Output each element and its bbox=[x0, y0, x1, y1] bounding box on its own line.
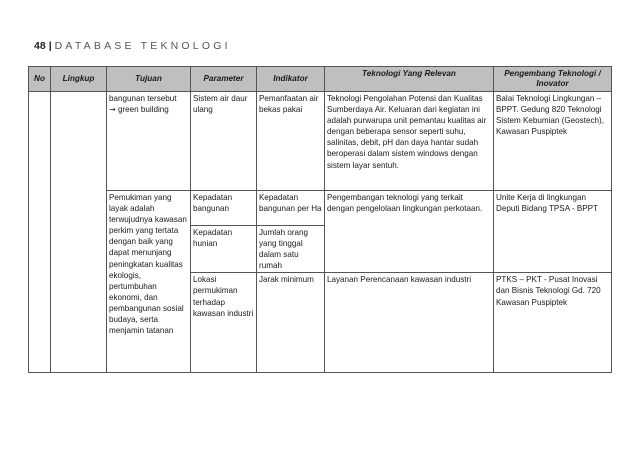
cell-tujuan: Pemukiman yang layak adalah terwujudnya kawasan perkim yang tertata dengan baik yang dapat menunjang peningkatan kualitas ekologis, pertumbuhan ekonomi, dan pembangunan sosial budaya, serta menjamin tatanan bbox=[107, 191, 191, 373]
page-number: 48 bbox=[34, 40, 46, 52]
column-header-teknologi: Teknologi Yang Relevan bbox=[325, 67, 494, 92]
column-header-tujuan: Tujuan bbox=[107, 67, 191, 92]
cell-pengembang: Balai Teknologi Lingkungan – BPPT. Gedung 820 Teknologi Sistem Kebumian (Geostech), Kawasan Puspiptek bbox=[494, 92, 612, 191]
cell-pengembang: PTKS – PKT - Pusat Inovasi dan Bisnis Teknologi Gd. 720 Kawasan Puspiptek bbox=[494, 273, 612, 373]
tujuan-text: bangunan tersebut bbox=[109, 94, 177, 103]
cell-teknologi: Layanan Perencanaan kawasan industri bbox=[325, 273, 494, 373]
cell-parameter: Sistem air daur ulang bbox=[191, 92, 257, 191]
table-row bbox=[29, 191, 612, 226]
cell-indikator: Pemanfaatan air bekas pakai bbox=[257, 92, 325, 191]
cell-lingkup bbox=[51, 92, 107, 373]
column-header-pengembang: Pengembang Teknologi / Inovator bbox=[494, 67, 612, 92]
cell-indikator: Jumlah orang yang tinggal dalam satu rumah bbox=[257, 226, 325, 273]
header-separator: | bbox=[48, 40, 52, 52]
cell-indikator: Jarak minimum bbox=[257, 273, 325, 373]
column-header-no: No bbox=[29, 67, 51, 92]
cell-no bbox=[29, 92, 51, 373]
column-header-parameter: Parameter bbox=[191, 67, 257, 92]
page-header bbox=[34, 40, 231, 52]
cell-teknologi: Pengembangan teknologi yang terkait dengan pengelolaan lingkungan perkotaan. bbox=[325, 191, 494, 273]
table-header-row bbox=[29, 67, 612, 92]
cell-parameter: Kepadatan bangunan bbox=[191, 191, 257, 226]
cell-parameter: Kepadatan hunian bbox=[191, 226, 257, 273]
column-header-indikator: Indikator bbox=[257, 67, 325, 92]
table-row bbox=[29, 92, 612, 191]
column-header-lingkup: Lingkup bbox=[51, 67, 107, 92]
cell-teknologi: Teknologi Pengolahan Potensi dan Kualitas Sumberdaya Air. Keluaran dari kegiatan ini adalah purwarupa unit pemantau kualitas air dengan beberapa sensor seperti suhu, salinitas, debit, pH dan daya hantar sudah beroperasi dalam sistem windows dengan sistem layar sentuh. bbox=[325, 92, 494, 191]
cell-indikator: Kepadatan bangunan per Ha bbox=[257, 191, 325, 226]
cell-pengembang: Unite Kerja di lingkungan Deputi Bidang TPSA - BPPT bbox=[494, 191, 612, 273]
cell-tujuan bbox=[107, 92, 191, 191]
document-title: DATABASE TEKNOLOGI bbox=[54, 40, 231, 52]
technology-table bbox=[28, 66, 612, 373]
tujuan-text-2: green building bbox=[117, 105, 169, 115]
arrow-right-icon: → bbox=[109, 105, 116, 115]
cell-parameter: Lokasi permukiman terhadap kawasan industri bbox=[191, 273, 257, 373]
